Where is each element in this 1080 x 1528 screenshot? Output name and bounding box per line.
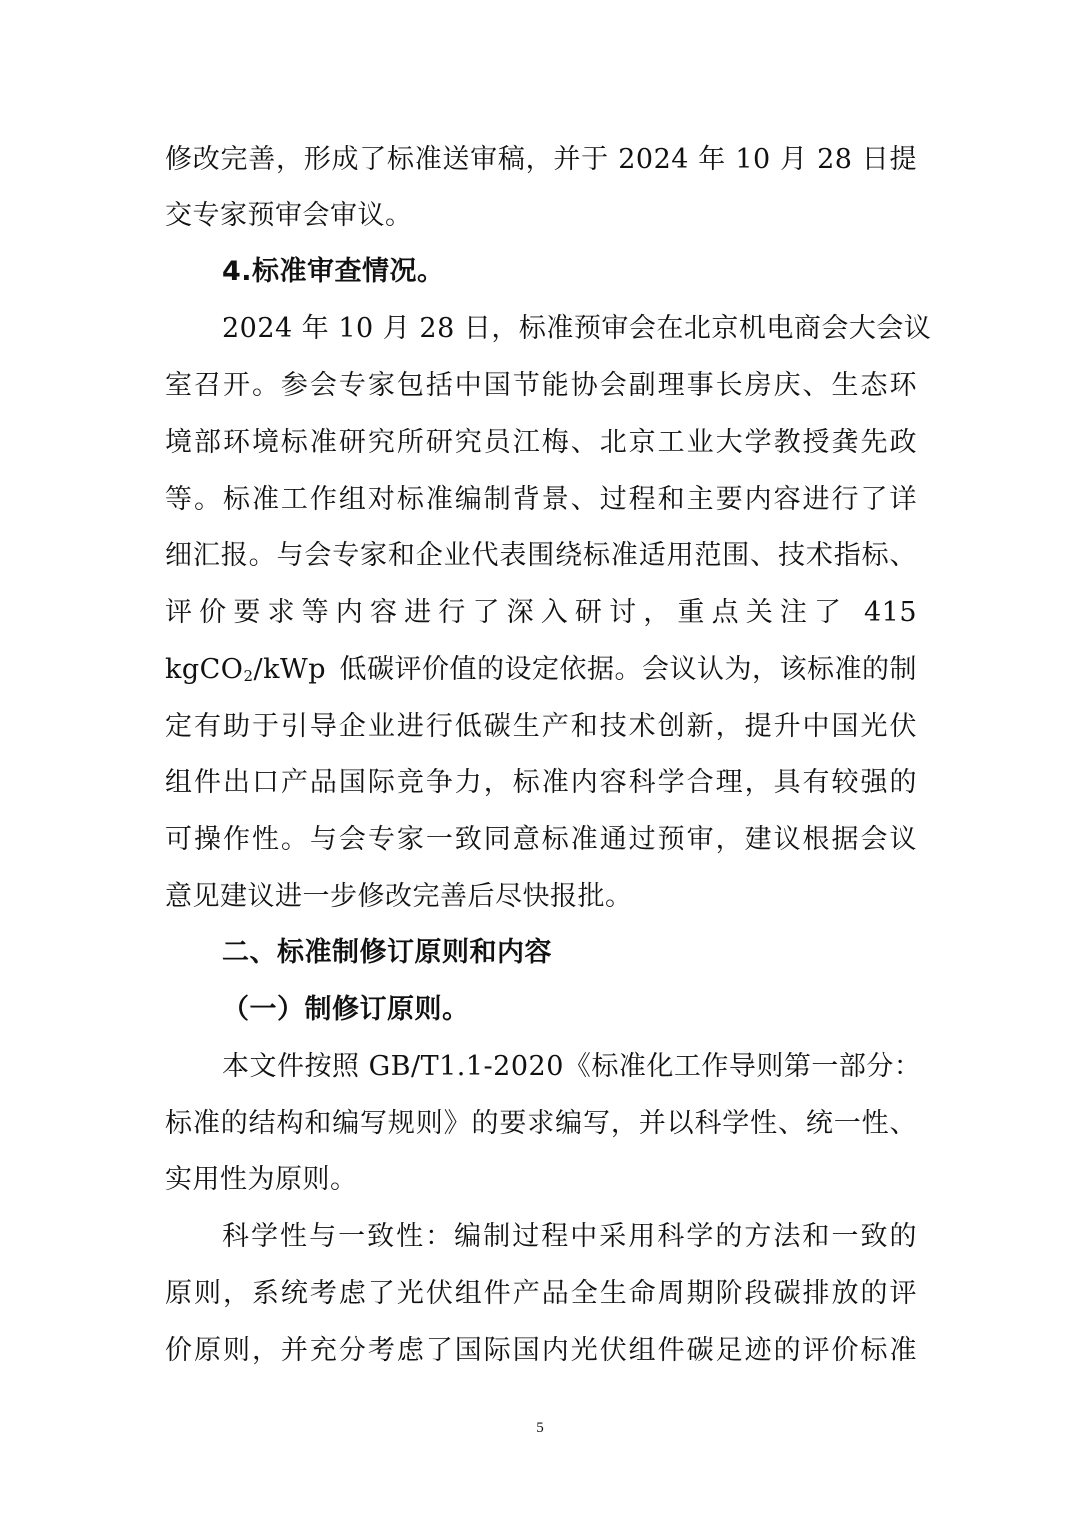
paragraph-line: 细汇报。与会专家和企业代表围绕标准适用范围、技术指标、 <box>165 540 917 571</box>
paragraph-line: 境部环境标准研究所研究员江梅、北京工业大学教授龚先政 <box>165 427 917 458</box>
paragraph-line-with-unit <box>165 650 917 690</box>
paragraph-line: 室召开。参会专家包括中国节能协会副理事长房庆、生态环 <box>165 370 917 401</box>
paragraph-line: 本文件按照 GB/T1.1-2020《标准化工作导则第一部分： <box>222 1051 922 1082</box>
paragraph-line: 可操作性。与会专家一致同意标准通过预审，建议根据会议 <box>165 824 917 855</box>
paragraph-line: 原则，系统考虑了光伏组件产品全生命周期阶段碳排放的评 <box>165 1278 917 1309</box>
subsection-heading: （一）制修订原则。 <box>222 994 470 1025</box>
paragraph-line: 标准的结构和编写规则》的要求编写，并以科学性、统一性、 <box>165 1108 917 1139</box>
paragraph-line: 价原则，并充分考虑了国际国内光伏组件碳足迹的评价标准 <box>165 1335 917 1366</box>
page-number: 5 <box>536 1420 544 1436</box>
paragraph-line: 等。标准工作组对标准编制背景、过程和主要内容进行了详 <box>165 484 917 515</box>
section-heading-principles: 二、标准制修订原则和内容 <box>222 937 552 968</box>
section-heading-review: 4.标准审查情况。 <box>222 256 445 287</box>
paragraph-line: 定有助于引导企业进行低碳生产和技术创新，提升中国光伏 <box>165 711 917 742</box>
paragraph-line: 2024 年 10 月 28 日，标准预审会在北京机电商会大会议 <box>222 313 932 344</box>
carbon-unit: kgCO$_2$/kWp <box>165 654 326 685</box>
paragraph-line: 组件出口产品国际竞争力，标准内容科学合理，具有较强的 <box>165 767 917 798</box>
paragraph-line: 科学性与一致性：编制过程中采用科学的方法和一致的 <box>222 1221 917 1252</box>
paragraph-line: 交专家预审会审议。 <box>165 200 413 231</box>
paragraph-line: 评价要求等内容进行了深入研讨，重点关注了 415 <box>165 597 917 628</box>
paragraph-line-text: 低碳评价值的设定依据。会议认为，该标准的制 <box>339 654 917 685</box>
paragraph-line: 实用性为原则。 <box>165 1164 358 1195</box>
paragraph-line: 修改完善，形成了标准送审稿，并于 2024 年 10 月 28 日提 <box>165 144 917 175</box>
paragraph-line: 意见建议进一步修改完善后尽快报批。 <box>165 881 633 912</box>
